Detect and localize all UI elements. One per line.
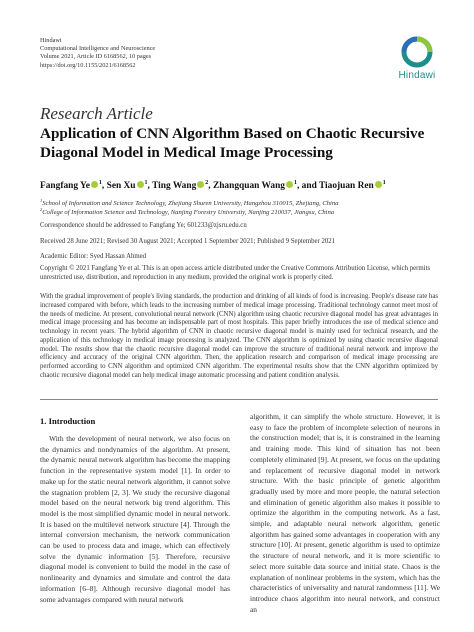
orcid-icon[interactable]	[286, 181, 293, 188]
hindawi-logo	[395, 36, 439, 86]
author-separator: ,	[147, 181, 153, 192]
author-affil-mark: 1	[98, 180, 102, 186]
publisher-name: Hindawi	[40, 37, 62, 44]
section-heading: 1. Introduction	[40, 416, 96, 426]
body-column-left	[40, 434, 230, 605]
body-paragraph: algorithm, it can simplify the whole structure. However, it is easy to face the problem of incomplete selection of neurons in the construction model; that is, it is constrained in the learning and training mode. This kind of situation has not been completely eliminated [9]. At present, we focus on the updating and replacement of recursive diagonal model in network structure. With the basic principle of genetic algorithm gradually used by more and more people, the natural selection and elimination of genetic algorithm also makes it possible to optimize the algorithm in the computing network. As a fast, simple, and adaptable neural network algorithm, genetic algorithm has gained some advantages in cooperation with any structure [10]. At present, genetic algorithm is used to optimize the structure of neural network, and it is more scientific to select more suitable data source and initial state. Chaos is the explanation of nonlinear problems in the system, which has the characteristics of universality and natural randomness [11]. We introduce chaos algorithm into neural network, and construct an	[250, 412, 440, 614]
author-name[interactable]: Fangfang Ye	[40, 181, 90, 192]
author-affil-mark: 2	[205, 180, 209, 186]
hindawi-logo-icon	[401, 36, 433, 68]
affiliation-1	[40, 198, 338, 207]
author-name[interactable]: Ting Wang	[152, 181, 197, 192]
affiliation-text: School of Information and Science Technology, Zhejiang Shuren University, Hangzhou 310015, Zhejiang, China	[42, 200, 339, 208]
orcid-icon[interactable]	[375, 181, 382, 188]
article-dates: Received 28 June 2021; Revised 30 August 2021; Accepted 1 September 2021; Published 9 September 2021	[40, 238, 336, 245]
affiliation-text: College of Information Science and Technology, Nanjing Forestry University, Nanjing 210037, Jiangsu, China	[42, 209, 335, 217]
volume-info: Volume 2021, Article ID 6168562, 10 pages	[40, 53, 152, 61]
affiliation-mark: 1	[40, 198, 43, 203]
article-title: Application of CNN Algorithm Based on Chaotic Recursive Diagonal Model in Medical Image Processing	[40, 125, 425, 161]
author-affil-mark: 1	[144, 180, 148, 186]
logo-wordmark: Hindawi	[398, 70, 436, 81]
author-list	[40, 180, 386, 191]
author-separator: ,	[208, 181, 213, 192]
affiliation-2	[40, 207, 334, 216]
author-name[interactable]: Zhangquan Wang	[212, 181, 285, 192]
correspondence: Correspondence should be addressed to Fangfang Ye; 601233@zjsru.edu.cn	[40, 222, 247, 229]
article-type: Research Article	[40, 104, 153, 123]
section-divider	[40, 399, 438, 400]
author-separator: ,	[101, 181, 107, 192]
author-separator: , and	[296, 181, 319, 192]
academic-editor: Academic Editor: Syed Hassan Ahmed	[40, 253, 147, 260]
doi-link[interactable]: https://doi.org/10.1155/2021/6168562	[40, 61, 136, 69]
author-affil-mark: 1	[293, 180, 297, 186]
author-affil-mark: 1	[382, 180, 386, 186]
body-paragraph: With the development of neural network, we also focus on the dynamics and nondynamics of the algorithm. At present, the dynamic neural network algorithm has become the mapping function in the representative system model [1]. In order to make up for the static neural network algorithm, it cannot solve the stagnation problem [2, 3]. We study the recursive diagonal model based on the neural network big trend algorithm. This model is the most simplified dynamic model in neural network. It is based on the multilevel network structure [4]. Through the internal conversion mechanism, the network communication can be used to process data and image, which can effectively solve the dynamic information [5]. Therefore, recursive diagonal model is convenient to build the model in the case of nonlinearity and dynamics and simulate and control the data information [6–8]. Although recursive diagonal model has some advantages compared with neural network	[40, 434, 230, 604]
copyright-notice: Copyright © 2021 Fangfang Ye et al. This is an open access article distributed under the Creative Commons Attribution License, which permits unrestricted use, distribution, and reproduction in any medium, provided the original work is properly cited.	[40, 265, 431, 281]
author-name[interactable]: Tiaojuan Ren	[318, 181, 374, 192]
author-name[interactable]: Sen Xu	[106, 181, 136, 192]
body-column-right	[250, 412, 440, 615]
abstract: With the gradual improvement of people's living standards, the production and drinking of all kinds of food is increasing. People's disease rate has increased compared with before, which leads to the increasing number of medical image processing. Traditional technology cannot meet most of the needs of medicine. At present, convolutional neural network (CNN) algorithm using chaotic recursive diagonal model has great advantages in medical image processing and has become an indispensable part of most hospitals. This paper briefly introduces the use of medical science and technology in recent years. The hybrid algorithm of CNN in chaotic recursive diagonal model is mainly used for technical research, and the application of this technology in medical image processing is analyzed. The CNN algorithm is optimized by using chaotic recursive diagonal model. The results show that the chaotic recursive diagonal model can improve the structure of traditional neural network and improve the efficiency and accuracy of the original CNN algorithm. Then, the application research and comparison of medical image processing are performed according to CNN algorithm and optimized CNN algorithm. The experimental results show that the CNN algorithm optimized by chaotic recursive diagonal model can help medical image automatic processing and patient condition analysis.	[40, 293, 438, 379]
journal-name: Computational Intelligence and Neuroscience	[40, 45, 156, 53]
orcid-icon[interactable]	[197, 181, 204, 188]
journal-header	[40, 37, 155, 70]
orcid-icon[interactable]	[91, 181, 98, 188]
orcid-icon[interactable]	[137, 181, 144, 188]
affiliation-mark: 2	[40, 207, 43, 212]
